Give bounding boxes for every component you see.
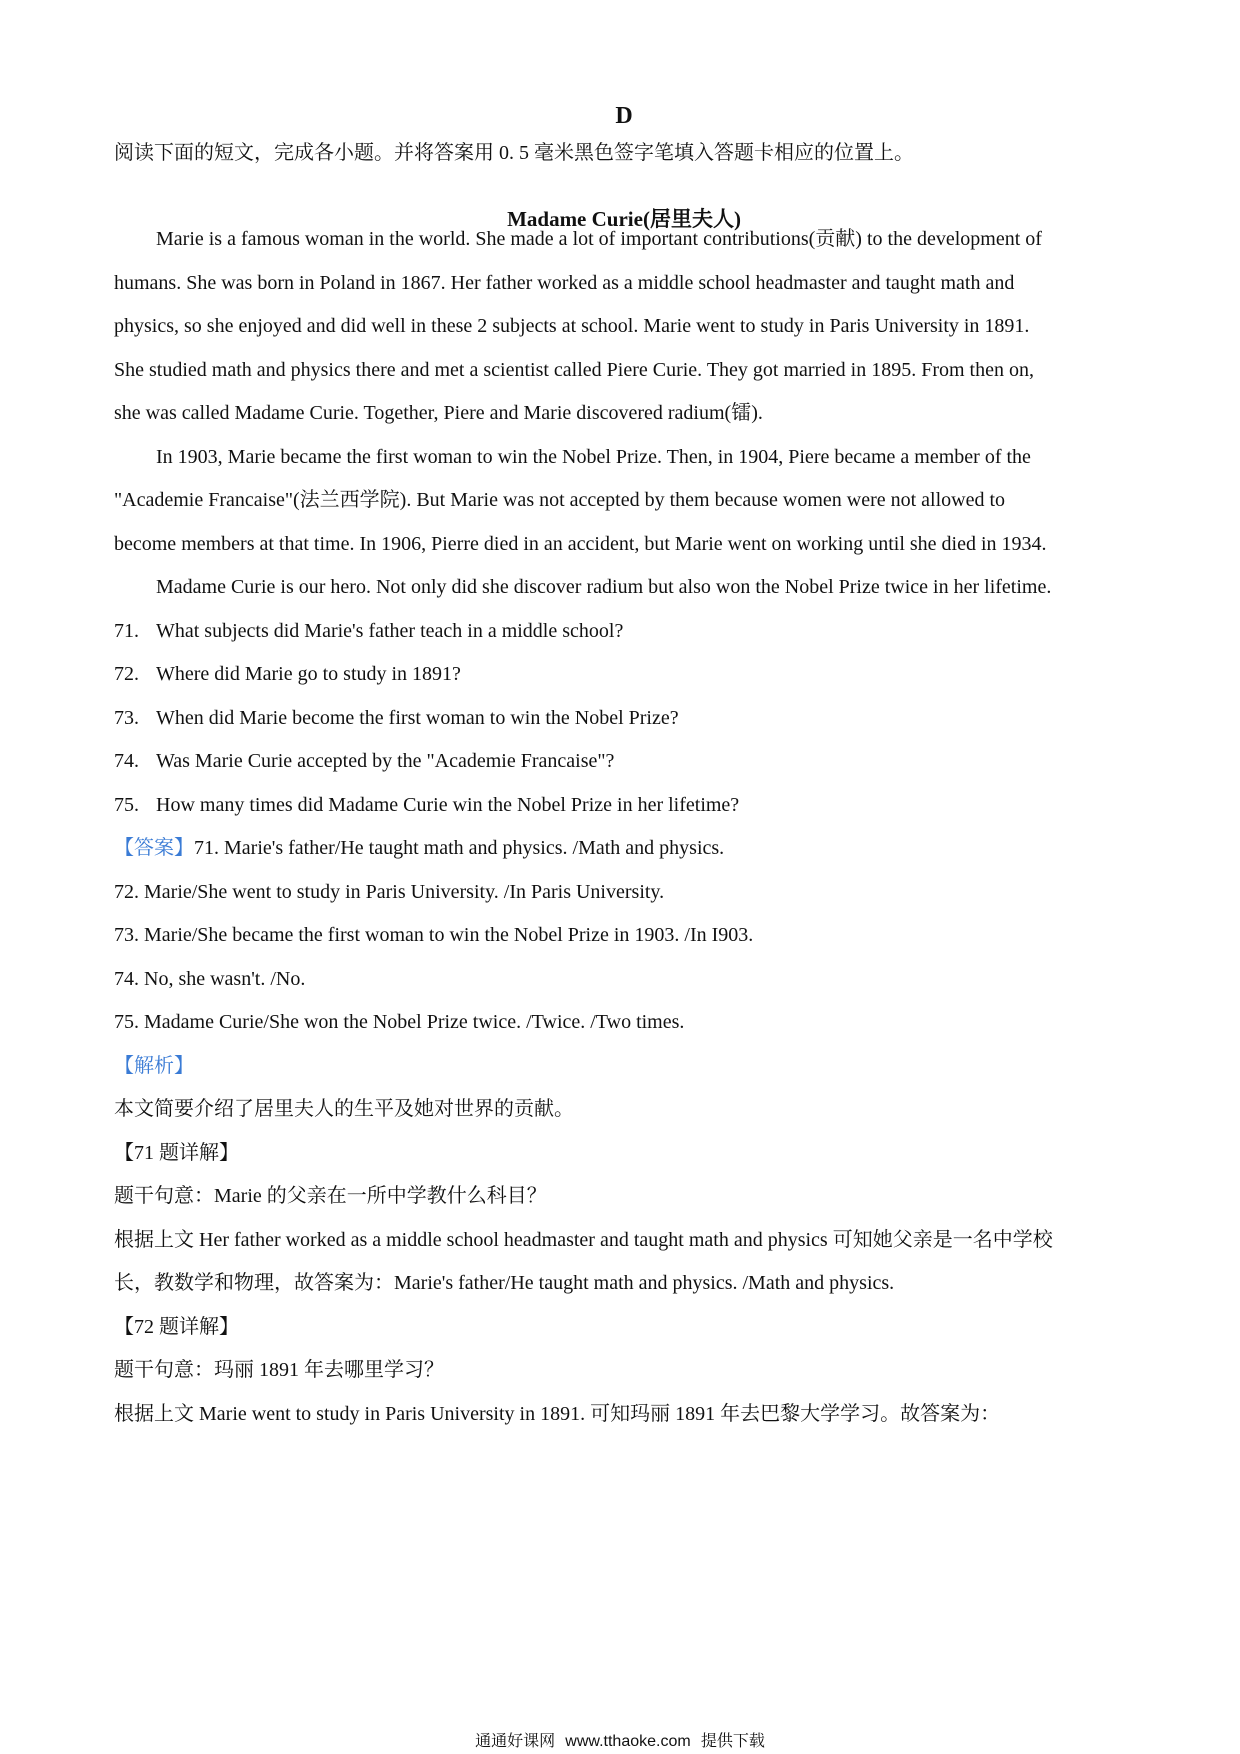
answer-line [114, 834, 724, 862]
analysis-summary: 本文简要介绍了居里夫人的生平及她对世界的贡献。 [114, 1098, 574, 1120]
passage-line: become members at that time. In 1906, Pierre died in an accident, but Marie went on working until she died in 1934. [114, 533, 1047, 555]
passage-line: Madame Curie is our hero. Not only did she discover radium but also won the Nobel Prize twice in her lifetime. [156, 576, 1052, 598]
footer-site: 通通好课网 [475, 1731, 556, 1750]
q72-explanation: 根据上文 Marie went to study in Paris University in 1891. 可知玛丽 1891 年去巴黎大学学习。故答案为： [114, 1403, 1001, 1425]
passage-line: humans. She was born in Poland in 1867. Her father worked as a middle school headmaster and taught math and [114, 272, 1015, 294]
question-text: Was Marie Curie accepted by the "Academie Francaise"? [156, 750, 615, 772]
q71-explanation: 长，教数学和物理，故答案为：Marie's father/He taught math and physics. /Math and physics. [114, 1272, 895, 1294]
page-footer [0, 1728, 1240, 1751]
question-number: 72. [114, 663, 139, 685]
q72-stem: 题干句意：玛丽 1891 年去哪里学习？ [114, 1359, 444, 1381]
q71-explanation: 根据上文 Her father worked as a middle school headmaster and taught math and physics 可知她父亲是一名中学校 [114, 1229, 1053, 1251]
passage-line: "Academie Francaise"(法兰西学院). But Marie was not accepted by them because women were not allowed to [114, 489, 1006, 511]
question-number: 74. [114, 750, 139, 772]
question-72 [114, 660, 461, 688]
instruction: 阅读下面的短文，完成各小题。并将答案用 0. 5 毫米黑色签字笔填入答题卡相应的位置上。 [114, 142, 914, 164]
passage-line: She studied math and physics there and met a scientist called Piere Curie. They got married in 1895. From then on, [114, 359, 1034, 381]
q71-heading: 【71 题详解】 [114, 1142, 239, 1164]
answer-line: 73. Marie/She became the first woman to win the Nobel Prize in 1903. /In I903. [114, 924, 754, 946]
q71-stem: 题干句意：Marie 的父亲在一所中学教什么科目？ [114, 1185, 547, 1207]
question-75 [114, 791, 739, 819]
question-number: 75. [114, 794, 139, 816]
answer-text: 71. Marie's father/He taught math and physics. /Math and physics. [194, 837, 725, 859]
question-73 [114, 704, 679, 732]
question-text: Where did Marie go to study in 1891? [156, 663, 461, 685]
question-text: What subjects did Marie's father teach in a middle school? [156, 620, 624, 642]
question-74 [114, 747, 614, 775]
passage-line: In 1903, Marie became the first woman to win the Nobel Prize. Then, in 1904, Piere became a member of the [156, 446, 1031, 468]
question-number: 71. [114, 620, 139, 642]
answer-line: 75. Madame Curie/She won the Nobel Prize twice. /Twice. /Two times. [114, 1011, 685, 1033]
footer-suffix: 提供下载 [700, 1731, 765, 1750]
analysis-tag: 【解析】 [114, 1055, 194, 1077]
passage-line: Marie is a famous woman in the world. She made a lot of important contributions(贡献) to the development of [156, 228, 1042, 250]
section-letter: D [615, 103, 633, 129]
question-number: 73. [114, 707, 139, 729]
passage-line: physics, so she enjoyed and did well in these 2 subjects at school. Marie went to study in Paris University in 1891. [114, 315, 1030, 337]
q72-heading: 【72 题详解】 [114, 1316, 239, 1338]
footer-url[interactable]: www.tthaoke.com [565, 1733, 691, 1750]
question-71 [114, 617, 623, 645]
question-text: How many times did Madame Curie win the Nobel Prize in her lifetime? [156, 794, 740, 816]
answer-line: 74. No, she wasn't. /No. [114, 968, 306, 990]
passage-title: Madame Curie(居里夫人) [507, 207, 741, 231]
question-text: When did Marie become the first woman to win the Nobel Prize? [156, 707, 679, 729]
passage-line: she was called Madame Curie. Together, Piere and Marie discovered radium(镭). [114, 402, 763, 424]
answer-line: 72. Marie/She went to study in Paris University. /In Paris University. [114, 881, 665, 903]
answer-tag: 【答案】 [114, 837, 194, 859]
